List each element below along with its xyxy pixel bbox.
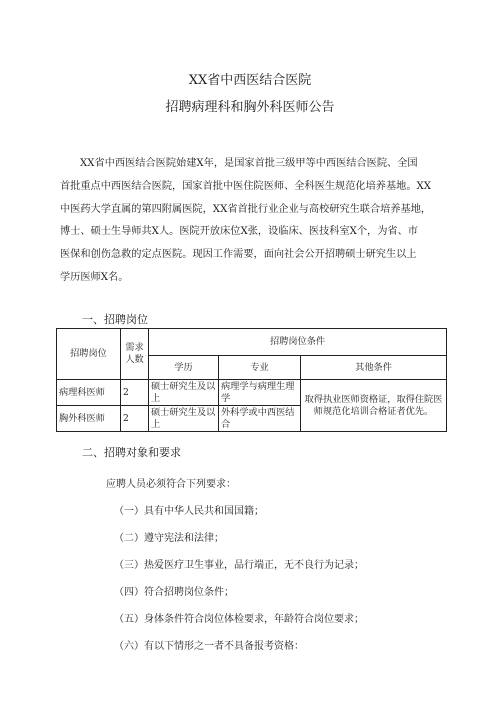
intro-line: 首批重点中西医结合医院，国家首批中医住院医师、全科医生规范化培养基地。XX xyxy=(60,180,432,192)
row-position: 病理科医师 xyxy=(57,380,121,406)
intro-line: 博士、硕士生导师共X人。医院开放床位X张，设临床、医技科室X个，为省、市 xyxy=(60,226,418,238)
requirements-lead: 应聘人员必须符合下列要求： xyxy=(106,479,236,490)
requirement-item: （六）有以下情形之一者不具备报考资格： xyxy=(114,641,304,652)
row-education: 硕士研究生及以上 xyxy=(149,406,219,432)
row-count: 2 xyxy=(121,406,149,432)
recruitment-table xyxy=(56,328,447,432)
header-position: 招聘岗位 xyxy=(57,329,121,380)
requirement-item: （一）具有中华人民共和国国籍； xyxy=(114,506,264,517)
row-position: 胸外科医师 xyxy=(57,406,121,432)
announcement-title: 招聘病理科和胸外科医师公告 xyxy=(165,100,335,115)
header-other: 其他条件 xyxy=(301,356,447,380)
requirement-item: （三）热爱医疗卫生事业，品行端正，无不良行为记录； xyxy=(114,560,364,571)
header-education: 学历 xyxy=(149,356,219,380)
row-education: 硕士研究生及以上 xyxy=(149,380,219,406)
table-row xyxy=(57,380,447,406)
row-major: 外科学或中西医结合 xyxy=(219,406,301,432)
hospital-name-title: XX省中西医结合医院 xyxy=(188,73,312,88)
header-conditions: 招聘岗位条件 xyxy=(149,329,447,356)
requirement-item: （二）遵守宪法和法律； xyxy=(114,533,224,544)
row-count: 2 xyxy=(121,380,149,406)
section1-heading: 一、招聘岗位 xyxy=(82,313,148,326)
section2-heading: 二、招聘对象和要求 xyxy=(82,446,181,459)
intro-paragraph xyxy=(60,153,452,290)
intro-line: 医保和创伤急救的定点医院。现因工作需要，面向社会公开招聘硕士研究生以上 xyxy=(60,249,417,261)
intro-line: XX省中西医结合医院始建X年，是国家首批三级甲等中西医结合医院、全国 xyxy=(80,158,418,169)
intro-line: 学历医师X名。 xyxy=(60,271,129,283)
header-major: 专业 xyxy=(219,356,301,380)
requirement-item: （五）身体条件符合岗位体检要求，年龄符合岗位要求； xyxy=(114,614,364,625)
requirement-item: （四）符合招聘岗位条件； xyxy=(114,587,234,598)
row-other-merged: 取得执业医师资格证，取得住院医师规范化培训合格证者优先。 xyxy=(301,380,447,432)
intro-line: 中医药大学直属的第四附属医院，XX省首批行业企业与高校研究生联合培养基地， xyxy=(60,203,432,215)
row-major: 病理学与病理生理学 xyxy=(219,380,301,406)
header-count: 需求人数 xyxy=(121,329,149,380)
